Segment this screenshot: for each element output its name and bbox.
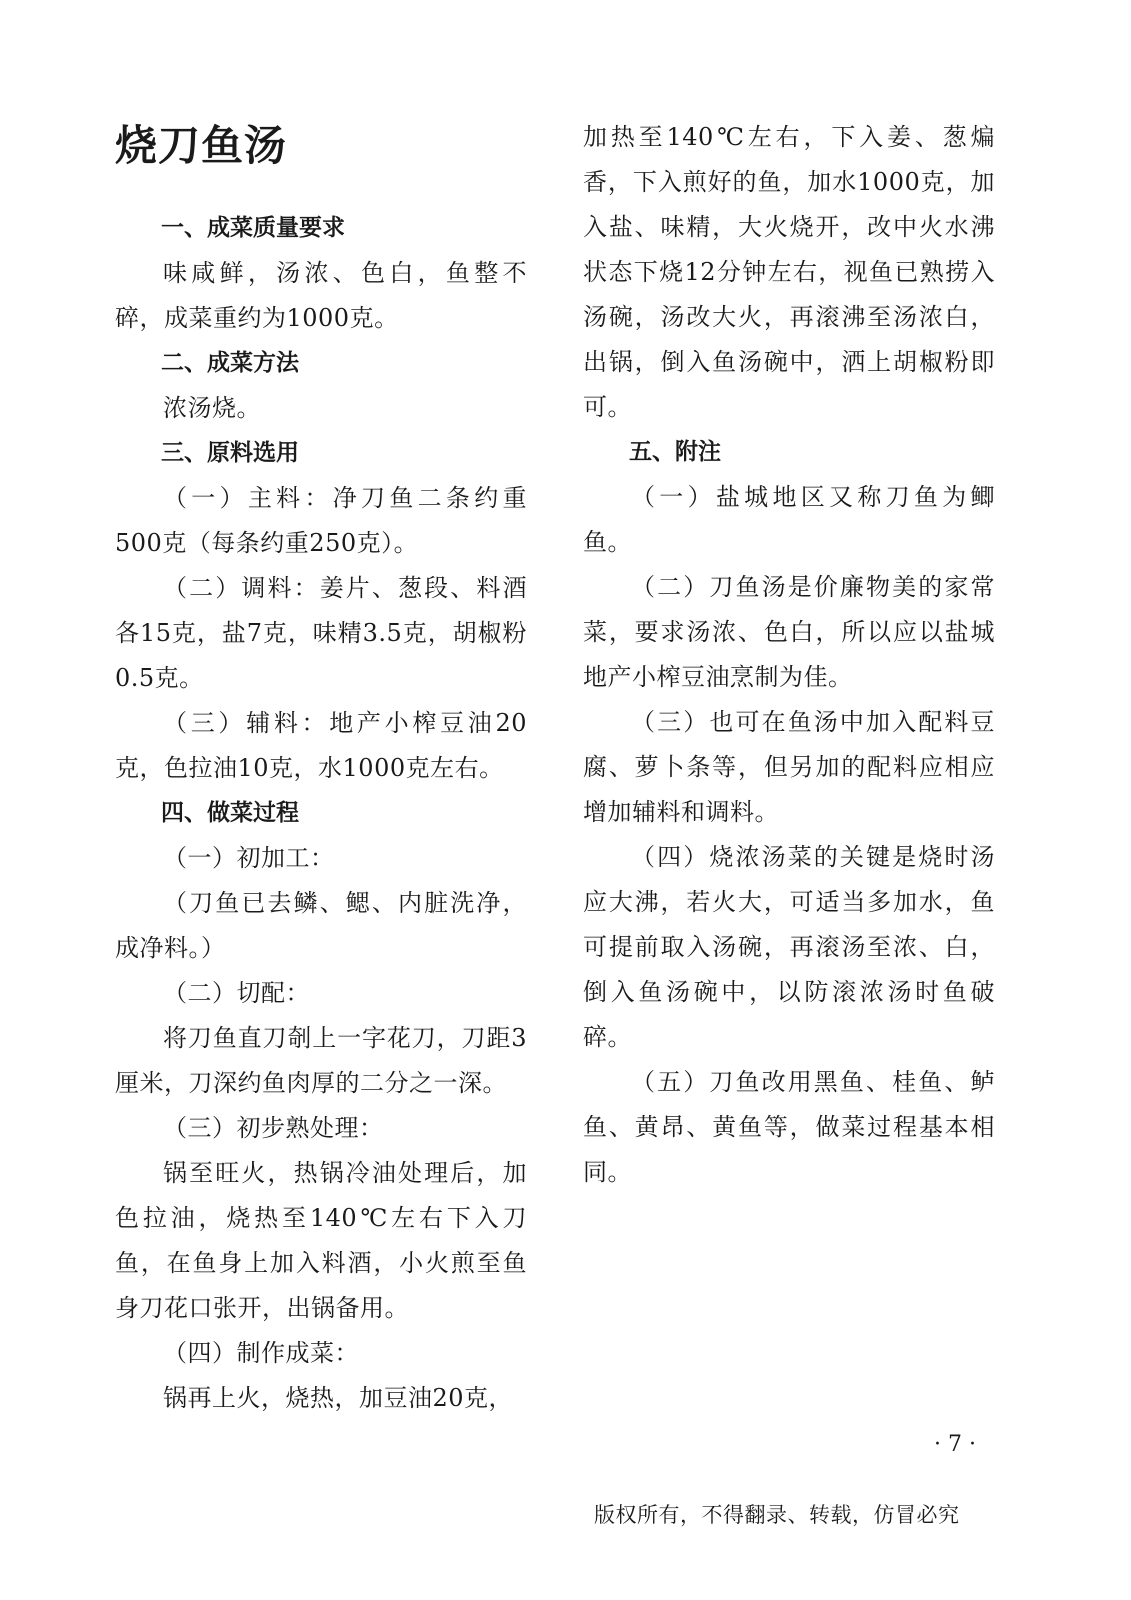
section-heading: 一、成菜质量要求 xyxy=(161,215,345,241)
section-heading: 二、成菜方法 xyxy=(161,350,299,376)
section-heading: 三、原料选用 xyxy=(161,440,299,466)
paragraph: （三）也可在鱼汤中加入配料豆腐、萝卜条等，但另加的配料应相应增加辅料和调料。 xyxy=(583,708,995,826)
paragraph: （二）调料：姜片、葱段、料酒各15克，盐7克，味精3.5克，胡椒粉0.5克。 xyxy=(115,574,527,692)
paragraph: 将刀鱼直刀剞上一字花刀，刀距3厘米，刀深约鱼肉厚的二分之一深。 xyxy=(115,1024,527,1097)
copyright-notice: 版权所有，不得翻录、转载，仿冒必究 xyxy=(594,1503,960,1527)
paragraph: 味咸鲜，汤浓、色白，鱼整不碎，成菜重约为1000克。 xyxy=(115,259,527,332)
right-column xyxy=(583,115,995,1195)
paragraph: （四）制作成菜： xyxy=(163,1339,359,1367)
paragraph: 锅至旺火，热锅冷油处理后，加色拉油，烧热至140℃左右下入刀鱼，在鱼身上加入料酒，小火煎至鱼身刀花口张开，出锅备用。 xyxy=(115,1159,527,1322)
page-number: · 7 · xyxy=(934,1432,976,1457)
paragraph-continuation: 加热至140℃左右，下入姜、葱煸香，下入煎好的鱼，加水1000克，加入盐、味精，大火烧开，改中火水沸状态下烧12分钟左右，视鱼已熟捞入汤碗，汤改大火，再滚沸至汤浓白，出锅，倒入鱼汤碗中，洒上胡椒粉即可。 xyxy=(583,123,995,421)
paragraph: （三）辅料：地产小榨豆油20克，色拉油10克，水1000克左右。 xyxy=(115,709,527,782)
paragraph: （一）主料：净刀鱼二条约重500克（每条约重250克）。 xyxy=(115,484,527,557)
paragraph: （五）刀鱼改用黑鱼、桂鱼、鲈鱼、黄昂、黄鱼等，做菜过程基本相同。 xyxy=(583,1068,995,1186)
paragraph: （一）初加工： xyxy=(163,844,335,872)
left-column xyxy=(115,206,527,1421)
section-heading: 五、附注 xyxy=(629,439,721,465)
paragraph: （刀鱼已去鳞、鳃、内脏洗净，成净料。） xyxy=(115,889,527,962)
paragraph: （四）烧浓汤菜的关键是烧时汤应大沸，若火大，可适当多加水，鱼可提前取入汤碗，再滚汤至浓、白，倒入鱼汤碗中，以防滚浓汤时鱼破碎。 xyxy=(583,843,995,1051)
paragraph: （三）初步熟处理： xyxy=(163,1114,384,1142)
paragraph: 锅再上火，烧热，加豆油20克， xyxy=(163,1384,514,1412)
paragraph: （一）盐城地区又称刀鱼为鲫鱼。 xyxy=(583,483,995,556)
section-heading: 四、做菜过程 xyxy=(161,800,299,826)
paragraph: （二）切配： xyxy=(163,979,310,1007)
paragraph: （二）刀鱼汤是价廉物美的家常菜，要求汤浓、色白，所以应以盐城地产小榨豆油烹制为佳。 xyxy=(583,573,995,691)
paragraph: 浓汤烧。 xyxy=(163,394,261,422)
page-title: 烧刀鱼汤 xyxy=(115,121,288,170)
